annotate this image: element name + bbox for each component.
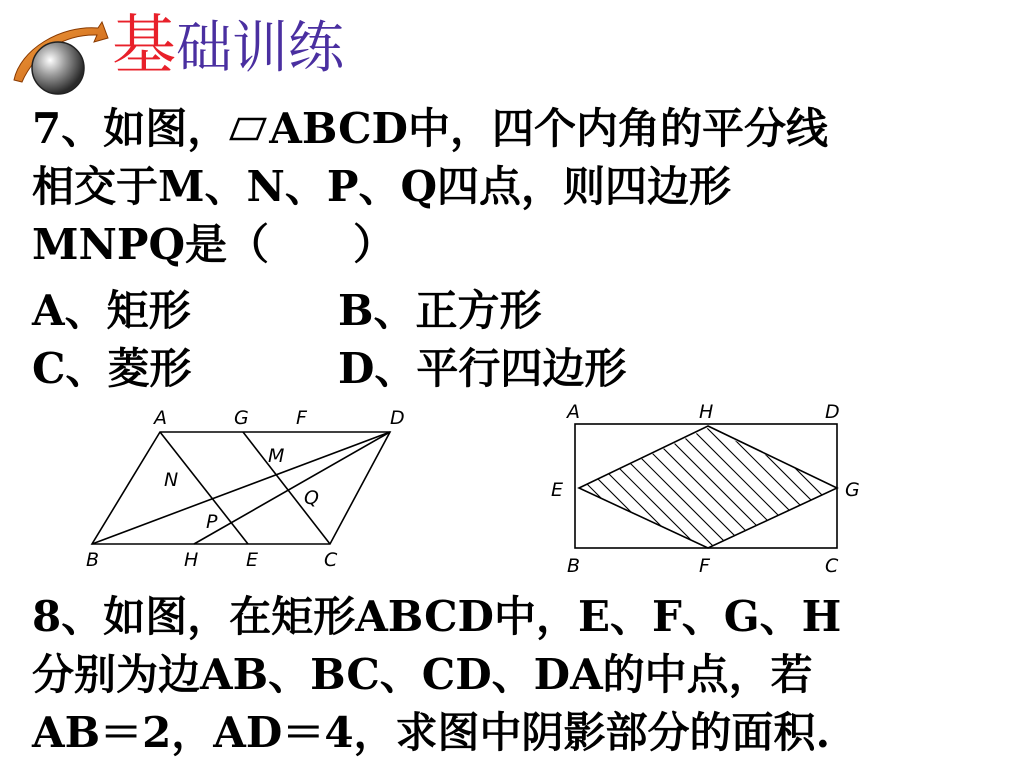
label-q: Q [304,487,319,509]
option-c[interactable]: C、菱形 [32,344,192,393]
options-row-2 [32,340,644,398]
label-a: A [154,407,167,429]
sphere-arrow-logo-icon [10,20,110,100]
question-7-prefix: 7、如图， [32,104,230,153]
label-g: G [845,479,860,501]
page-title-first-char: 基 [112,9,176,83]
question-7 [32,100,828,274]
label-b: B [567,555,581,577]
label-p: P [206,511,218,533]
question-7-options [32,282,644,398]
label-d: D [390,407,405,429]
question-7-line-1 [32,100,828,158]
page-title [112,9,344,83]
label-g: G [234,407,249,429]
question-8-line-2: 分别为边AB、BC、CD、DA的中点，若 [32,650,813,699]
slide-header [0,0,1024,110]
question-8-line-3: AB＝2，AD＝4，求图中阴影部分的面积. [32,708,831,757]
rhombus-hatching [545,408,875,568]
option-d[interactable]: D、平行四边形 [338,344,627,393]
label-d: D [825,401,840,423]
question-7-line-2: 相交于M、N、P、Q四点，则四边形 [32,162,732,211]
question-7-line-3: MNPQ是（ ） [32,220,396,269]
parallelogram-icon [229,117,267,141]
label-e: E [246,549,259,571]
option-a[interactable]: A、矩形 [32,286,191,335]
label-c: C [324,549,338,571]
label-f: F [296,407,307,429]
bisector-b [92,432,390,544]
label-b: B [86,549,100,571]
options-row-1 [32,282,644,340]
label-m: M [268,445,285,467]
figure-rectangle-rhombus [545,398,875,580]
label-h: H [699,401,714,423]
question-8-line-1: 8、如图，在矩形ABCD中，E、F、G、H [32,592,842,641]
label-e: E [551,479,564,501]
label-n: N [164,469,179,491]
page-title-rest: 础训练 [176,16,344,81]
label-c: C [825,555,839,577]
option-b[interactable]: B、正方形 [338,286,542,335]
label-h: H [184,549,199,571]
question-7-text: ABCD中，四个内角的平分线 [269,104,828,153]
label-a: A [567,401,580,423]
figure-parallelogram [80,400,420,578]
label-f: F [699,555,710,577]
question-8 [32,588,841,762]
